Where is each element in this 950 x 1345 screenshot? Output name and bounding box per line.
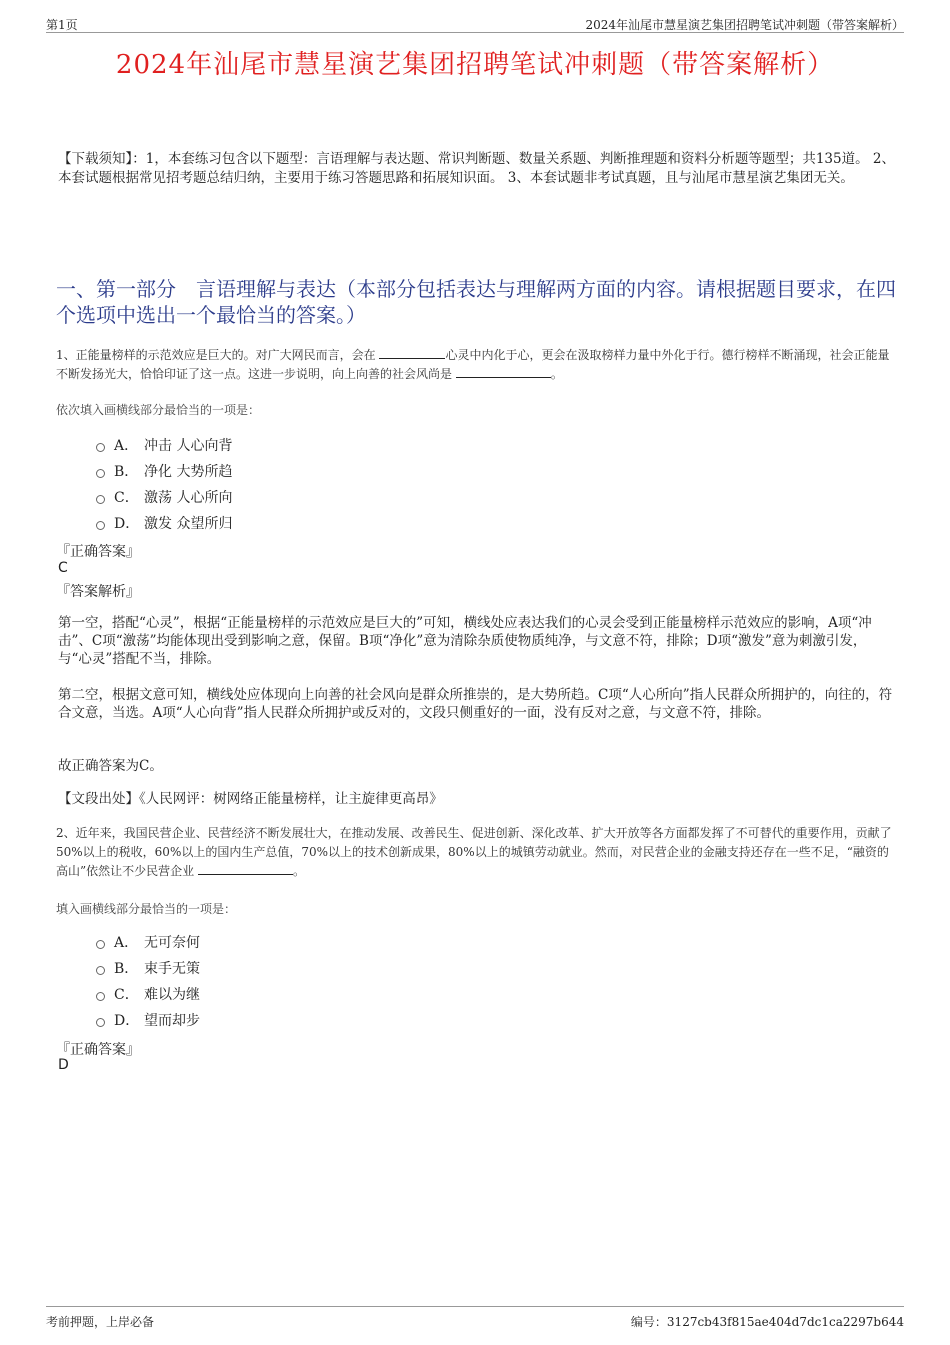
question-1-stem: 1、正能量榜样的示范效应是巨大的。对广大网民而言，会在 心灵中内化于心，更会在汲取榜样力量中外化于行。德行榜样不断涌现，社会正能量不断发扬光大，恰恰印证了这一点。这进一步说明，向上向善的社会风尚是 。 — [56, 348, 890, 381]
option-a[interactable]: A． 冲击 人心向背 — [96, 432, 232, 458]
radio-icon[interactable] — [96, 521, 105, 530]
blank-line — [198, 862, 293, 875]
answer-value: D — [58, 1057, 69, 1073]
radio-icon[interactable] — [96, 443, 105, 452]
radio-icon[interactable] — [96, 992, 105, 1001]
option-c[interactable]: C． 难以为继 — [96, 981, 200, 1007]
header-doc-title: 2024年汕尾市慧星演艺集团招聘笔试冲刺题（带答案解析） — [585, 18, 904, 32]
option-d[interactable]: D． 激发 众望所归 — [96, 510, 232, 536]
question-2-prompt: 填入画横线部分最恰当的一项是： — [56, 902, 237, 916]
question-1-prompt: 依次填入画横线部分最恰当的一项是： — [56, 403, 261, 417]
radio-icon[interactable] — [96, 1018, 105, 1027]
radio-icon[interactable] — [96, 966, 105, 975]
page-footer — [46, 1306, 904, 1327]
section-heading: 一、第一部分 言语理解与表达（本部分包括表达与理解两方面的内容。请根据题目要求，在四个选项中选出一个最恰当的答案。） — [56, 277, 896, 327]
answer-label: 『正确答案』 — [56, 1042, 140, 1058]
option-b[interactable]: B． 净化 大势所趋 — [96, 458, 232, 484]
radio-icon[interactable] — [96, 495, 105, 504]
footer-slogan: 考前押题，上岸必备 — [46, 1315, 155, 1329]
option-b[interactable]: B． 束手无策 — [96, 955, 200, 981]
blank-line — [379, 346, 445, 359]
download-notice: 【下载须知】：1，本套练习包含以下题型：言语理解与表达题、常识判断题、数量关系题、判断推理题和资料分析题等题型；共135道。 2、本套试题根据常见招考题总结归纳，主要用于练习答题思路和拓展知识面。 3、本套试题非考试真题，且与汕尾市慧星演艺集团无关。 — [58, 151, 895, 186]
option-a[interactable]: A． 无可奈何 — [96, 929, 200, 955]
option-c[interactable]: C． 激荡 人心所向 — [96, 484, 232, 510]
page-header — [46, 14, 904, 33]
analysis-source: 【文段出处】《人民网评：树网络正能量榜样，让主旋律更高昂》 — [58, 791, 443, 807]
analysis-conclusion: 故正确答案为C。 — [58, 758, 163, 774]
question-2-stem: 2、近年来，我国民营企业、民营经济不断发展壮大，在推动发展、改善民生、促进创新、深化改革、扩大开放等各方面都发挥了不可替代的重要作用，贡献了50%以上的税收，60%以上的国内生产总值，70%以上的技术创新成果，80%以上的城镇劳动就业。然而，对民营企业的金融支持还存在一些不足，“融资的高山”依然让不少民营企业 。 — [56, 826, 892, 878]
blank-line — [456, 365, 551, 378]
option-d[interactable]: D． 望而却步 — [96, 1007, 200, 1033]
question-2-options — [96, 929, 200, 1033]
question-1-options — [96, 432, 232, 536]
answer-label: 『正确答案』 — [56, 544, 140, 560]
document-title: 2024年汕尾市慧星演艺集团招聘笔试冲刺题（带答案解析） — [115, 50, 835, 80]
radio-icon[interactable] — [96, 940, 105, 949]
footer-doc-id: 编号：3127cb43f815ae404d7dc1ca2297b644 — [630, 1315, 904, 1329]
analysis-paragraph-1: 第一空，搭配“心灵”，根据“正能量榜样的示范效应是巨大的”可知，横线处应表达我们的心灵会受到正能量榜样示范效应的影响，A项“冲击”、C项“激荡”均能体现出受到影响之意，保留。B项“净化”意为清除杂质使物质纯净，与文意不符，排除；D项“激发”意为刺激引发，与“心灵”搭配不当，排除。 — [58, 615, 872, 667]
radio-icon[interactable] — [96, 469, 105, 478]
answer-value: C — [58, 560, 68, 576]
page-number: 第1页 — [46, 18, 78, 32]
analysis-label: 『答案解析』 — [56, 584, 140, 600]
analysis-paragraph-2: 第二空，根据文意可知，横线处应体现向上向善的社会风向是群众所推崇的，是大势所趋。C项“人心所向”指人民群众所拥护的，向往的，符合文意，当选。A项“人心向背”指人民群众所拥护或反对的，文段只侧重好的一面，没有反对之意，与文意不符，排除。 — [58, 687, 893, 721]
